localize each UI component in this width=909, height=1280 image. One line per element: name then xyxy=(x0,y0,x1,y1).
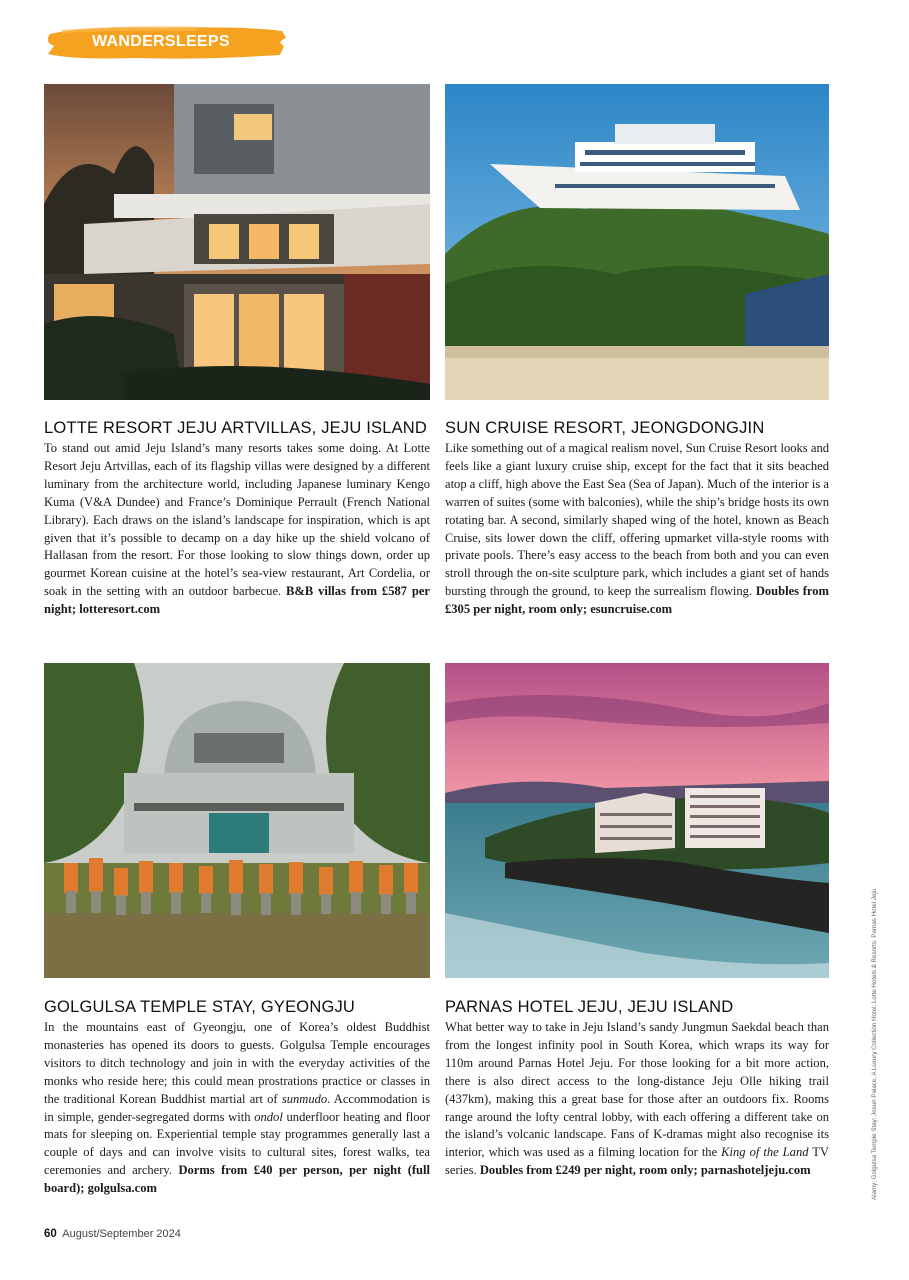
article-sun-cruise xyxy=(445,418,829,619)
golgulsa-temple-photo xyxy=(44,663,430,978)
article-golgulsa-temple xyxy=(44,997,430,1198)
article-body: What better way to take in Jeju Island’s sandy Jungmun Saekdal beach than from the longest infinity pool in South Korea, which wraps its way for 110m around Parnas Hotel Jeju. For those looking for a bit more action, there is also direct access to the long-distance Jeju Olle hiking trail (437km), making this a great base for those after an outdoors fix. Rooms range around the lofty central lobby, with each offering a different take on the island’s volcanic landscape. Fans of K-dramas might also recognise its interior, which was used as a filming location for the King of the Land TV series. Doubles from £249 per night, room only; parnashoteljeju.com xyxy=(445,1020,829,1178)
issue-date: August/September 2024 xyxy=(62,1228,181,1240)
article-body: In the mountains east of Gyeongju, one of Korea’s oldest Buddhist monasteries has opened its doors to guests. Golgulsa Temple encourages visitors to ditch technology and join in with the everyday activities of the monks who reside here; this could mean prostrations practice or classes in the traditional Korean Buddhist martial art of sunmudo. Accommodation is in simple, gender-segregated dorms with ondol underfloor heating and floor mats for sleeping on. Experiential temple stay programmes generally last a couple of days and can involve visits to cultural sites, forest walks, tea ceremonies and archery. Dorms from £40 per person, per night (full board); golgulsa.com xyxy=(44,1020,430,1196)
sun-cruise-photo xyxy=(445,84,829,400)
article-body: Like something out of a magical realism novel, Sun Cruise Resort looks and feels like a giant luxury cruise ship, except for the fact that it sits beached atop a cliff, high above the East Sea (Sea of Japan). Much of the interior is a warren of suites (some with balconies), while the ship’s bridge hosts its own rotating bar. A second, similarly shaped wing of the hotel, known as Beach Cruise, sits lower down the cliff, offering upmarket villa-style rooms with private pools. There’s easy access to the beach from both and you can even stroll through the on-site sculpture park, which includes a giant set of hands bursting through the ground, to keep the surrealism flowing. Doubles from £305 per night, room only; esuncruise.com xyxy=(445,441,829,617)
booking-info: Dorms from £40 per person, per night (full board); golgulsa.com xyxy=(44,1163,430,1196)
section-tag xyxy=(44,24,284,62)
page-number: 60 xyxy=(44,1228,57,1240)
article-title: PARNAS HOTEL JEJU, JEJU ISLAND xyxy=(445,998,734,1016)
article-title: GOLGULSA TEMPLE STAY, GYEONGJU xyxy=(44,998,356,1016)
page-footer xyxy=(44,1228,181,1240)
booking-info: Doubles from £249 per night, room only; parnashoteljeju.com xyxy=(479,1163,811,1178)
article-lotte-resort xyxy=(44,418,430,619)
booking-info: Doubles from £305 per night, room only; esuncruise.com xyxy=(445,584,829,617)
booking-info: B&B villas from £587 per night; lotteresort.com xyxy=(44,584,430,617)
article-title: SUN CRUISE RESORT, JEONGDONGJIN xyxy=(445,419,765,437)
article-parnas-hotel xyxy=(445,997,829,1180)
lotte-resort-photo xyxy=(44,84,430,400)
section-tag-label: WANDERSLEEPS xyxy=(92,33,230,50)
parnas-hotel-photo xyxy=(445,663,829,978)
article-title: LOTTE RESORT JEJU ARTVILLAS, JEJU ISLAND xyxy=(44,419,428,437)
photo-credit: Alamy; Golgulsa Temple Stay; Josun Palace, A Luxury Collection Hotel; Lotte Hotels & Resorts; Parnas Hotel Jeju xyxy=(871,888,878,1200)
article-body: To stand out amid Jeju Island’s many resorts takes some doing. At Lotte Resort Jeju Artvillas, each of its flagship villas were designed by a different luminary from the architecture world, including Japanese luminary Kengo Kuma (V&A Dundee) and France’s Dominique Perrault (French National Library). Each draws on the island’s landscape for inspiration, which is apt given that it’s possible to decamp on a day hike up the shield volcano of Hallasan from the resort. For those looking to slow things down, order up gourmet Korean cuisine at the hotel’s sea-view restaurant, Art Cordelia, or soak in the setting with an outdoor barbecue. B&B villas from £587 per night; lotteresort.com xyxy=(44,441,430,617)
